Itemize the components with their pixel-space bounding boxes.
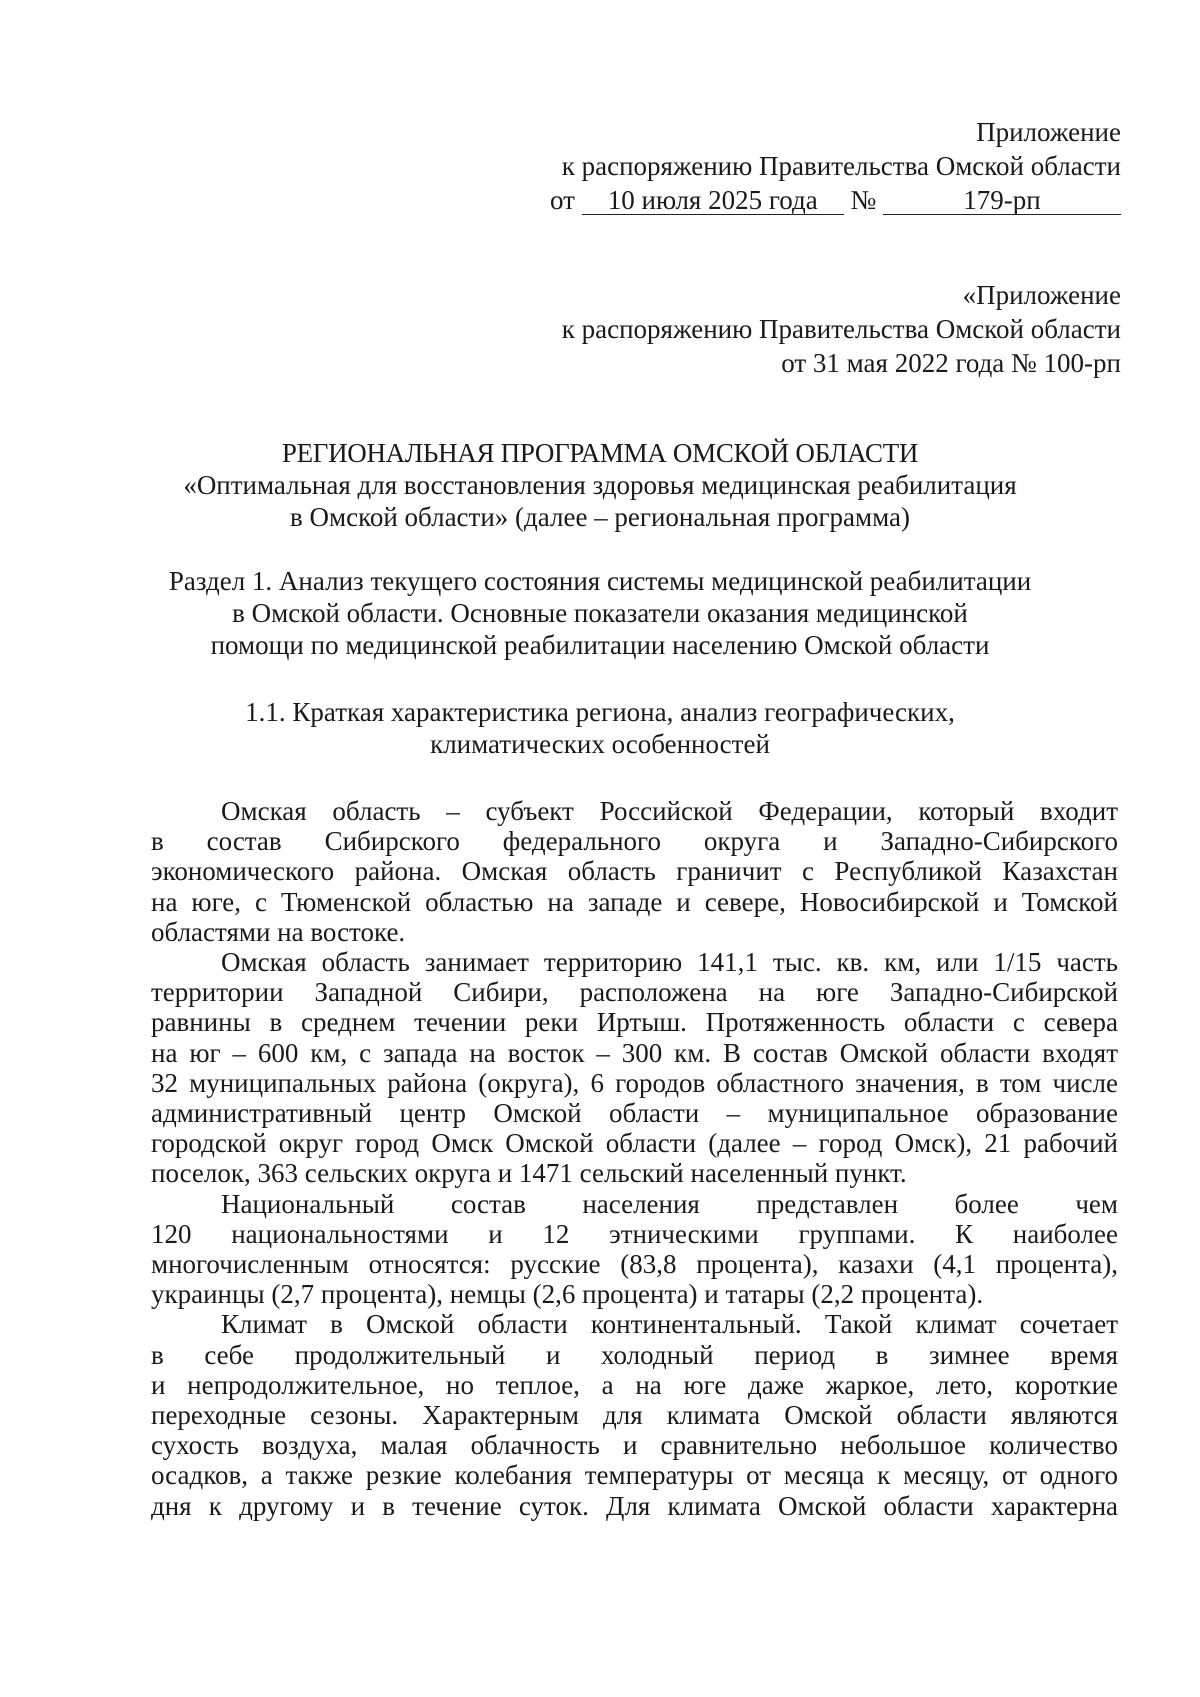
- program-title-line: в Омской области» (далее – региональная программа): [290, 502, 910, 532]
- attachment-header: [550, 115, 1121, 217]
- previous-attachment-header: [562, 278, 1121, 380]
- paragraph: [151, 796, 1118, 947]
- text-line: территории Западной Сибири, расположена на юге Западно-Сибирской: [151, 977, 1118, 1008]
- number-sign: №: [850, 185, 877, 215]
- text-line: 32 муниципальных района (округа), 6 городов областного значения, в том числе: [151, 1067, 1118, 1098]
- text-line: осадков, а также резкие колебания температуры от месяца к месяцу, от одного: [151, 1460, 1118, 1491]
- text-line: в состав Сибирского федерального округа и Западно-Сибирского: [151, 826, 1118, 857]
- paragraph: [151, 1309, 1118, 1520]
- text-line: поселок, 363 сельских округа и 1471 сельский населенный пункт.: [151, 1158, 907, 1189]
- text-line: Национальный состав населения представлен более чем: [221, 1188, 1118, 1219]
- attachment-authority: к распоряжению Правительства Омской области: [561, 151, 1121, 181]
- program-title: [140, 437, 1060, 533]
- attachment-label: Приложение: [976, 117, 1121, 147]
- program-title-line: РЕГИОНАЛЬНАЯ ПРОГРАММА ОМСКОЙ ОБЛАСТИ: [281, 438, 919, 468]
- text-line: и непродолжительное, но теплое, а на юге даже жаркое, лето, короткие: [151, 1369, 1118, 1400]
- program-title-line: «Оптимальная для восстановления здоровья медицинская реабилитация: [183, 470, 1017, 500]
- section-heading-line: Раздел 1. Анализ текущего состояния системы медицинской реабилитации: [168, 566, 1032, 596]
- text-line: Омская область – субъект Российской Федерации, который входит: [221, 796, 1118, 826]
- text-line: украинцы (2,7 процента), немцы (2,6 процента) и татары (2,2 процента).: [151, 1279, 984, 1310]
- text-line: на юг – 600 км, с запада на восток – 300 км. В состав Омской области входят: [151, 1037, 1118, 1068]
- text-line: административный центр Омской области – муниципальное образование: [151, 1098, 1118, 1129]
- subsection-heading-line: климатических особенностей: [430, 729, 770, 759]
- text-line: дня к другому и в течение суток. Для климата Омской области характерна: [151, 1490, 1118, 1521]
- from-prefix: от: [550, 185, 575, 215]
- text-line: областями на востоке.: [151, 916, 406, 947]
- text-line: на юге, с Тюменской областью на западе и севере, Новосибирской и Томской: [151, 886, 1118, 917]
- text-line: переходные сезоны. Характерным для климата Омской области являются: [151, 1400, 1118, 1431]
- text-line: Омская область занимает территорию 141,1 тыс. кв. км, или 1/15 часть: [221, 947, 1118, 978]
- text-line: в себе продолжительный и холодный период в зимнее время: [151, 1339, 1118, 1370]
- section-heading: [140, 565, 1060, 661]
- order-number: 179-рп: [883, 186, 1121, 215]
- order-date: 10 июля 2025 года: [582, 186, 844, 215]
- previous-attachment-date: от 31 мая 2022 года № 100-рп: [781, 348, 1121, 378]
- text-line: городской округ город Омск Омской области (далее – город Омск), 21 рабочий: [151, 1128, 1118, 1159]
- subsection-heading-line: 1.1. Краткая характеристика региона, анализ географических,: [245, 697, 955, 727]
- paragraph: [151, 1189, 1118, 1310]
- paragraph: [151, 947, 1118, 1189]
- section-heading-line: помощи по медицинской реабилитации населению Омской области: [210, 630, 990, 660]
- previous-attachment-label: «Приложение: [962, 280, 1121, 310]
- text-line: экономического района. Омская область граничит с Республикой Казахстан: [151, 856, 1118, 887]
- text-line: сухость воздуха, малая облачность и сравнительно небольшое количество: [151, 1430, 1118, 1461]
- text-line: равнины в среднем течении реки Иртыш. Протяженность области с севера: [151, 1007, 1118, 1038]
- section-heading-line: в Омской области. Основные показатели оказания медицинской: [232, 598, 968, 628]
- subsection-heading: [140, 696, 1060, 760]
- text-line: Климат в Омской области континентальный. Такой климат сочетает: [221, 1309, 1118, 1340]
- body-text: [151, 796, 1118, 1521]
- previous-attachment-authority: к распоряжению Правительства Омской области: [561, 314, 1121, 344]
- attachment-date-line: [550, 183, 1121, 217]
- text-line: 120 национальностями и 12 этническими группами. К наиболее: [151, 1218, 1118, 1249]
- text-line: многочисленным относятся: русские (83,8 процента), казахи (4,1 процента),: [151, 1249, 1118, 1280]
